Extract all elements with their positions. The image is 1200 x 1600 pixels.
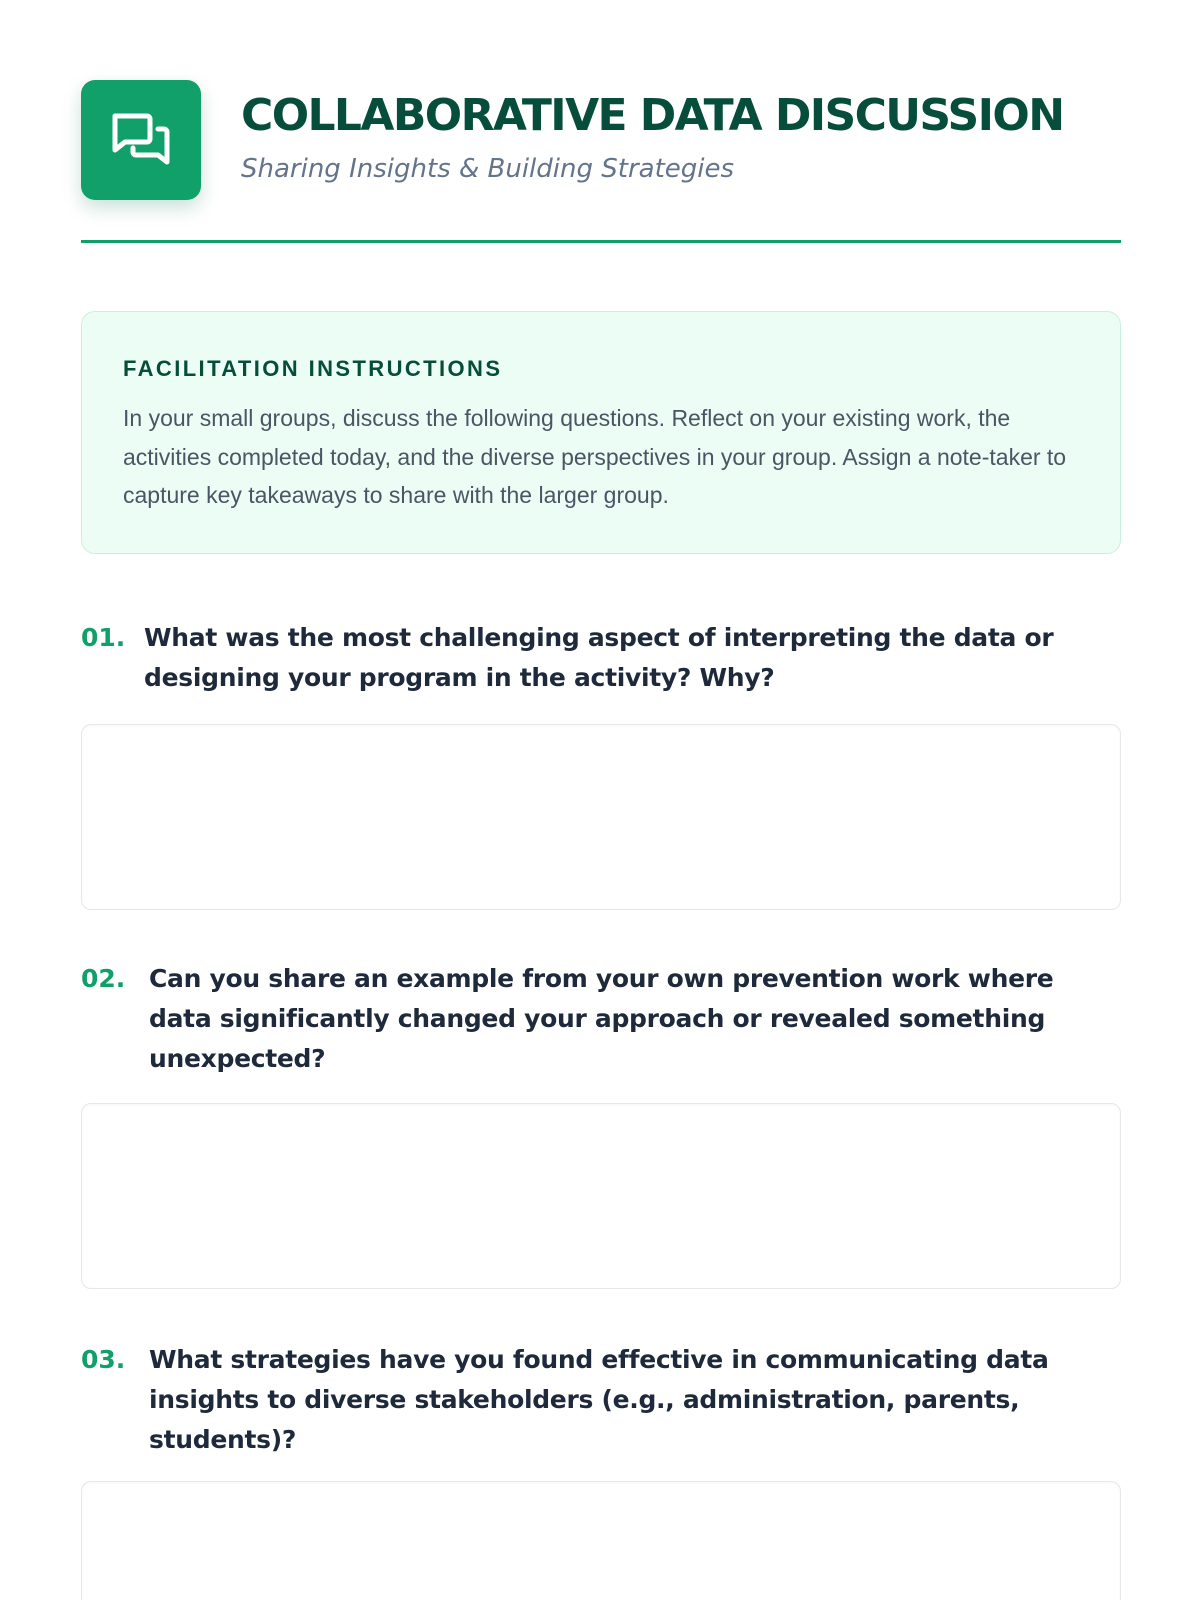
- question-prompt: [81, 1340, 1121, 1460]
- question-text: Can you share an example from your own prevention work where data significantly changed your approach or revealed something unexpected?: [149, 964, 1054, 1073]
- question-text: What strategies have you found effective in communicating data insights to diverse stakeholders (e.g., administration, parents, students)?: [149, 1345, 1049, 1454]
- question-3: [81, 1340, 1121, 1460]
- answer-field-3[interactable]: [81, 1481, 1121, 1600]
- question-2: [81, 959, 1121, 1079]
- question-prompt: [81, 959, 1121, 1079]
- chat-bubbles-icon: [81, 80, 201, 200]
- header: [81, 80, 1121, 242]
- answer-field-1[interactable]: [81, 724, 1121, 910]
- question-prompt: [81, 618, 1121, 698]
- instructions-heading: FACILITATION INSTRUCTIONS: [123, 356, 503, 381]
- question-number: 01.: [81, 623, 126, 652]
- page-subtitle: Sharing Insights & Building Strategies: [241, 154, 735, 184]
- question-number: 02.: [81, 964, 126, 993]
- page-title: COLLABORATIVE DATA DISCUSSION: [241, 90, 1064, 141]
- question-text: What was the most challenging aspect of interpreting the data or designing your program in the activity? Why?: [144, 623, 1054, 692]
- answer-field-2[interactable]: [81, 1103, 1121, 1289]
- question-number: 03.: [81, 1345, 126, 1374]
- instructions-body: In your small groups, discuss the following questions. Reflect on your existing work, the activities completed today, and the diverse perspectives in your group. Assign a note-taker to capture key takeaways to share with the larger group.: [123, 405, 1067, 508]
- question-1: [81, 618, 1121, 698]
- instructions-panel: [81, 311, 1121, 554]
- header-divider: [81, 240, 1121, 243]
